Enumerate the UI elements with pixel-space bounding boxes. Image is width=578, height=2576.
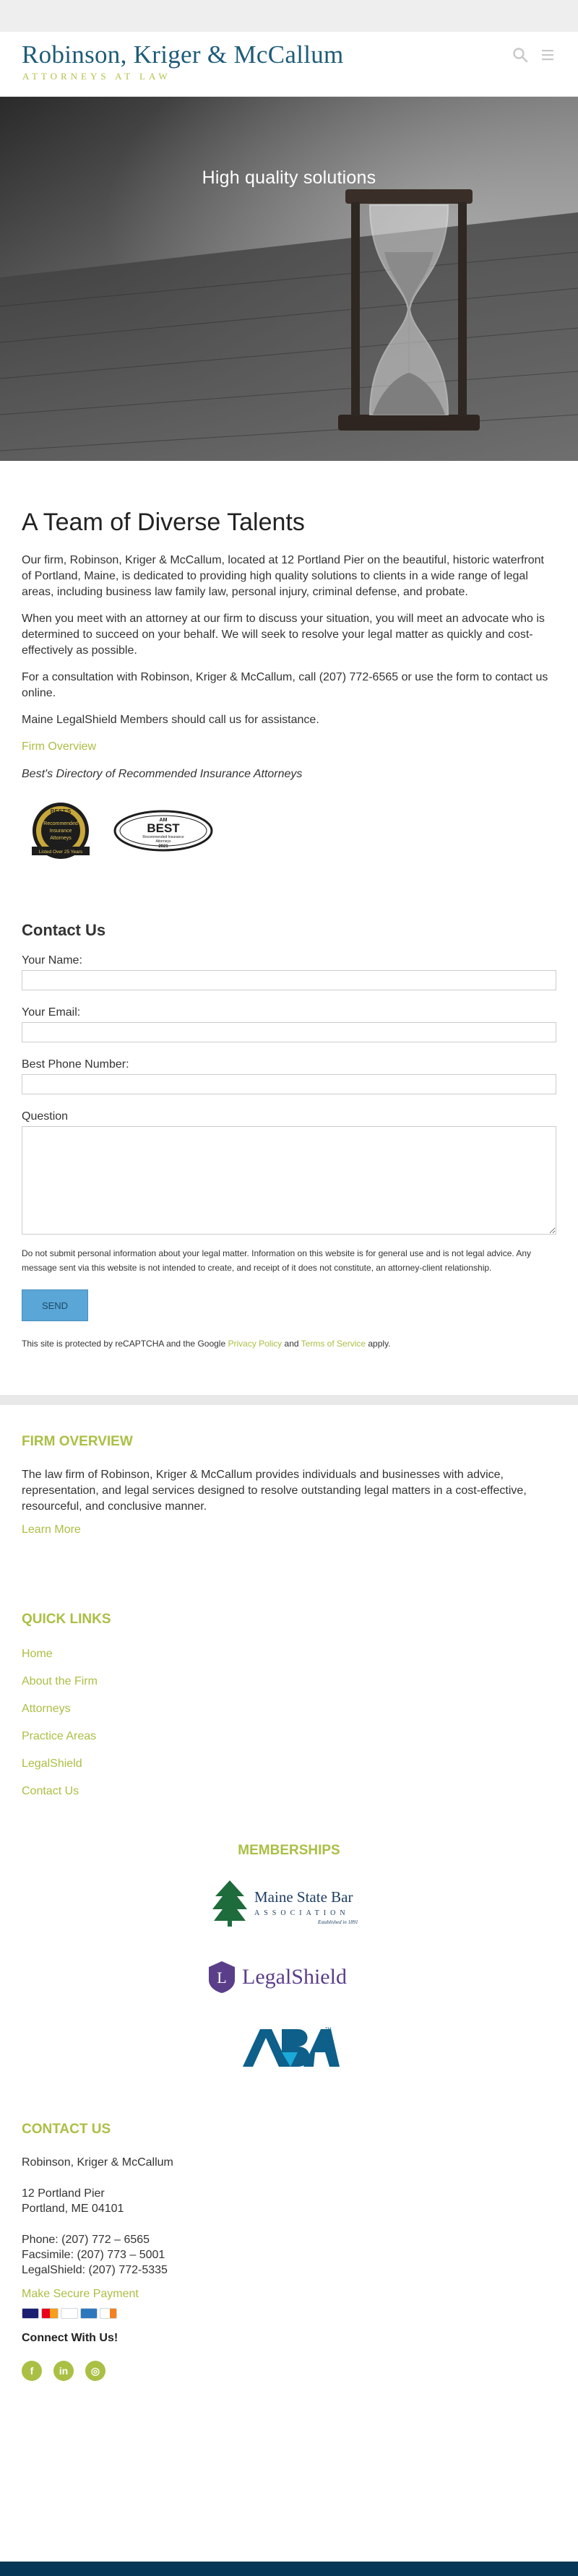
footer-firm-name: Robinson, Kriger & McCallum [22, 2156, 173, 2169]
quick-link-home[interactable]: Home [22, 1648, 53, 1660]
email-field[interactable] [22, 1022, 556, 1042]
svg-text:ASSOCIATION: ASSOCIATION [254, 1909, 350, 1917]
footer-fax: Facsimile: (207) 773 – 5001 [22, 2249, 165, 2261]
svg-text:AM: AM [159, 818, 168, 823]
terms-of-service-link[interactable]: Terms of Service [301, 1339, 366, 1349]
name-label: Your Name: [22, 954, 82, 967]
logo-tagline: ATTORNEYS AT LAW [22, 71, 171, 82]
payment-card-icons [22, 2308, 556, 2319]
search-icon[interactable] [512, 46, 529, 64]
learn-more-link[interactable]: Learn More [22, 1523, 81, 1536]
hero-hourglass-image [0, 97, 578, 461]
recaptcha-notice [22, 1339, 556, 1349]
svg-text:LegalShield: LegalShield [242, 1965, 347, 1989]
svg-text:Attorneys: Attorneys [50, 836, 72, 841]
name-field[interactable] [22, 970, 556, 990]
quick-links-heading: QUICK LINKS [22, 1612, 111, 1627]
recaptcha-and: and [284, 1339, 299, 1349]
question-textarea[interactable] [22, 1126, 556, 1235]
svg-text:Listed Over 25 Years: Listed Over 25 Years [38, 850, 83, 855]
top-strip [0, 0, 578, 32]
bottom-bar [0, 2562, 578, 2576]
am-best-2021-badge [113, 809, 214, 852]
quick-link-contact[interactable]: Contact Us [22, 1785, 79, 1797]
footer-legalshield-phone: LegalShield: (207) 772-5335 [22, 2264, 168, 2276]
svg-text:BEST: BEST [147, 821, 180, 835]
mastercard-icon [41, 2308, 59, 2319]
site-footer [0, 1434, 578, 2381]
privacy-policy-link[interactable]: Privacy Policy [228, 1339, 282, 1349]
phone-field[interactable] [22, 1074, 556, 1094]
svg-text:Established in 1891: Established in 1891 [318, 1919, 358, 1925]
intro-paragraph-4: Maine LegalShield Members should call us for assistance. [22, 714, 319, 726]
svg-text:Insurance: Insurance [49, 829, 72, 834]
footer-phone: Phone: (207) 772 – 6565 [22, 2234, 150, 2246]
memberships-heading: MEMBERSHIPS [238, 1843, 340, 1858]
legalshield-logo[interactable] [22, 1958, 556, 1994]
email-label: Your Email: [22, 1006, 81, 1019]
svg-text:L: L [217, 1968, 227, 1987]
footer-address-line-1: 12 Portland Pier [22, 2187, 105, 2200]
main-content [0, 509, 578, 1349]
quick-link-legalshield[interactable]: LegalShield [22, 1758, 82, 1770]
page-heading: A Team of Diverse Talents [22, 509, 305, 536]
connect-with-us-label: Connect With Us! [22, 2332, 118, 2344]
intro-paragraph-1: Our firm, Robinson, Kriger & McCallum, located at 12 Portland Pier on the beautiful, historic waterfront of Portland, Maine, is dedicated to providing high quality solutions to clients in a wide range of legal areas, including business law family law, personal injury, criminal defense, and probate. [22, 554, 544, 598]
hamburger-menu-icon[interactable] [539, 46, 556, 64]
firm-overview-link[interactable]: Firm Overview [22, 740, 97, 753]
svg-text:TM: TM [325, 2028, 332, 2032]
award-badges [22, 801, 556, 860]
maine-bar-logo[interactable] [22, 1877, 556, 1929]
recaptcha-suffix: apply. [368, 1339, 391, 1349]
phone-label: Best Phone Number: [22, 1058, 129, 1071]
maine-bar-association-logo [210, 1877, 368, 1929]
visa-card-icon [22, 2308, 39, 2319]
american-bar-association-logo [238, 2023, 340, 2078]
svg-text:BEST'S: BEST'S [50, 808, 72, 815]
svg-text:Attorneys: Attorneys [155, 839, 171, 844]
quick-link-about[interactable]: About the Firm [22, 1675, 98, 1687]
aba-logo[interactable] [22, 2023, 556, 2078]
question-label: Question [22, 1110, 69, 1123]
hero-title: High quality solutions [202, 168, 376, 188]
contact-form [22, 954, 556, 1321]
form-disclaimer: Do not submit personal information about your legal matter. Information on this website is for general use and is not legal advice. Any message sent via this website is not intended to create, and receipt of it does not constitute, an attorney-client relationship. [22, 1248, 532, 1273]
firm-overview-text: The law firm of Robinson, Kriger & McCallum provides individuals and businesses with advice, representation, and legal services designed to resolve outstanding legal matters in a cost-effective, resourceful, and conclusive manner. [22, 1469, 527, 1513]
svg-text:Recommended Insurance: Recommended Insurance [142, 835, 184, 839]
quick-link-attorneys[interactable]: Attorneys [22, 1703, 71, 1715]
social-links [22, 2361, 556, 2381]
svg-text:2021: 2021 [158, 844, 168, 849]
site-header [0, 32, 578, 97]
intro-paragraph-3: For a consultation with Robinson, Kriger & McCallum, call (207) 772-6565 or use the form to contact us online. [22, 671, 548, 699]
svg-text:Recommended: Recommended [43, 821, 78, 826]
section-divider [0, 1395, 578, 1405]
paypal-icon [61, 2308, 78, 2319]
footer-address-line-2: Portland, ME 04101 [22, 2203, 124, 2215]
facebook-icon[interactable]: f [22, 2361, 42, 2381]
instagram-icon[interactable]: ◎ [85, 2361, 105, 2381]
firm-overview-heading: FIRM OVERVIEW [22, 1434, 133, 1449]
svg-text:Maine State Bar: Maine State Bar [254, 1888, 353, 1906]
quick-link-practice-areas[interactable]: Practice Areas [22, 1730, 97, 1742]
logo-firm-name[interactable]: Robinson, Kriger & McCallum [22, 40, 344, 69]
make-secure-payment-link[interactable]: Make Secure Payment [22, 2288, 139, 2300]
intro-paragraph-2: When you meet with an attorney at our firm to discuss your situation, you will meet an advocate who is determined to succeed on your behalf. We will seek to resolve your legal matter as quickly and cost-effectively as possible. [22, 613, 545, 657]
svg-text:ABA: ABA [288, 2077, 290, 2078]
legalshield-member-logo [206, 1958, 372, 1994]
recaptcha-prefix: This site is protected by reCAPTCHA and the Google [22, 1339, 226, 1349]
bests-directory-text: Best's Directory of Recommended Insurance Attorneys [22, 768, 303, 780]
bests-recommended-badge [22, 801, 100, 860]
linkedin-icon[interactable]: in [53, 2361, 74, 2381]
contact-form-title: Contact Us [22, 921, 106, 939]
hero-banner [0, 97, 578, 461]
discover-card-icon [100, 2308, 117, 2319]
amex-card-icon [80, 2308, 98, 2319]
send-button[interactable]: SEND [22, 1289, 88, 1321]
quick-links-list [22, 1648, 556, 1798]
footer-contact-heading: CONTACT US [22, 2122, 111, 2137]
